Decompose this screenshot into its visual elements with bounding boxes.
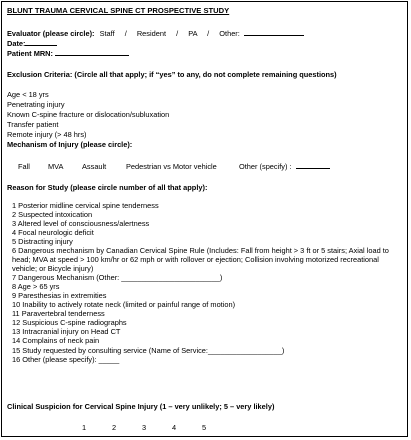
- mrn-field[interactable]: [55, 49, 129, 56]
- exclusion-header: Exclusion Criteria: (Circle all that apply; if “yes” to any, do not complete remaining questions): [7, 70, 337, 79]
- separator: /: [124, 29, 127, 38]
- suspicion-option-4[interactable]: 4: [172, 423, 177, 432]
- date-label: Date:: [7, 39, 26, 48]
- mrn-label: Patient MRN:: [7, 49, 53, 58]
- reason-item[interactable]: 16 Other (please specify): _____: [12, 354, 120, 364]
- form-page: [1, 1, 408, 437]
- reason-item[interactable]: 9 Paresthesias in extremities: [12, 291, 107, 301]
- mechanism-option-assault[interactable]: Assault: [82, 162, 107, 171]
- separator: /: [176, 29, 179, 38]
- date-field[interactable]: [25, 39, 57, 46]
- exclusion-item[interactable]: Age < 18 yrs: [7, 90, 49, 99]
- evaluator-option-pa[interactable]: PA: [188, 29, 198, 38]
- evaluator-option-resident[interactable]: Resident: [136, 29, 166, 38]
- mechanism-other-label: Other (specify) :: [239, 162, 292, 171]
- reason-item[interactable]: 14 Complains of neck pain: [12, 336, 100, 346]
- reason-item[interactable]: 10 Inability to actively rotate neck (limited or painful range of motion): [12, 300, 236, 310]
- mechanism-option-pedestrian[interactable]: Pedestrian vs Motor vehicle: [126, 162, 217, 171]
- reason-item[interactable]: 1 Posterior midline cervical spine tenderness: [12, 201, 159, 210]
- reason-item[interactable]: 5 Distracting injury: [12, 237, 73, 247]
- separator: /: [207, 29, 210, 38]
- reason-list: [12, 201, 404, 364]
- mechanism-option-other[interactable]: [239, 162, 330, 171]
- suspicion-option-2[interactable]: 2: [112, 423, 117, 432]
- mrn-row: [7, 49, 129, 58]
- evaluator-option-other[interactable]: Other:: [219, 29, 240, 38]
- date-row: [7, 39, 57, 48]
- exclusion-item[interactable]: Transfer patient: [7, 120, 59, 129]
- mechanism-other-field[interactable]: [296, 162, 330, 169]
- reason-item[interactable]: 12 Suspicious C-spine radiographs: [12, 318, 127, 328]
- exclusion-item[interactable]: Remote injury (> 48 hrs): [7, 130, 87, 139]
- suspicion-option-1[interactable]: 1: [82, 423, 87, 432]
- reason-item[interactable]: 8 Age > 65 yrs: [12, 282, 60, 292]
- reason-item[interactable]: 3 Altered level of consciousness/alertness: [12, 219, 150, 229]
- exclusion-item[interactable]: Known C-spine fracture or dislocation/subluxation: [7, 110, 170, 119]
- reason-item[interactable]: 13 Intracranial injury on Head CT: [12, 327, 121, 337]
- mechanism-option-fall[interactable]: Fall: [18, 162, 30, 171]
- mechanism-option-mva[interactable]: MVA: [48, 162, 64, 171]
- evaluator-other-field[interactable]: [244, 29, 304, 36]
- evaluator-row: [7, 29, 304, 38]
- reason-header: Reason for Study (please circle number of all that apply):: [7, 183, 208, 192]
- reason-item[interactable]: 15 Study requested by consulting service (Name of Service:__________________): [12, 345, 285, 355]
- exclusion-item[interactable]: Penetrating injury: [7, 100, 65, 109]
- reason-item[interactable]: 4 Focal neurologic deficit: [12, 228, 94, 238]
- suspicion-option-5[interactable]: 5: [202, 423, 207, 432]
- form-title: BLUNT TRAUMA CERVICAL SPINE CT PROSPECTIVE STUDY: [7, 6, 230, 15]
- mechanism-header: Mechanism of Injury (please circle):: [7, 140, 133, 149]
- reason-item[interactable]: 2 Suspected intoxication: [12, 210, 93, 220]
- evaluator-option-staff[interactable]: Staff: [99, 29, 115, 38]
- reason-item[interactable]: 11 Paravertebral tenderness: [12, 309, 105, 319]
- evaluator-label: Evaluator (please circle):: [7, 29, 95, 38]
- reason-item[interactable]: 6 Dangerous mechanism by Canadian Cervical Spine Rule (Includes: Fall from height > 3 ft or 5 stairs; Axial load to head; MVA at speed > 100 km/hr or 62 mph or with rollover or ejection; Collision involving motorized recreational vehicle; or Bicycle injury): [12, 246, 389, 274]
- suspicion-option-3[interactable]: 3: [142, 423, 147, 432]
- suspicion-header: Clinical Suspicion for Cervical Spine Injury (1 – very unlikely; 5 – very likely): [7, 402, 275, 411]
- reason-item[interactable]: 7 Dangerous Mechanism (Other: ________________________): [12, 273, 223, 283]
